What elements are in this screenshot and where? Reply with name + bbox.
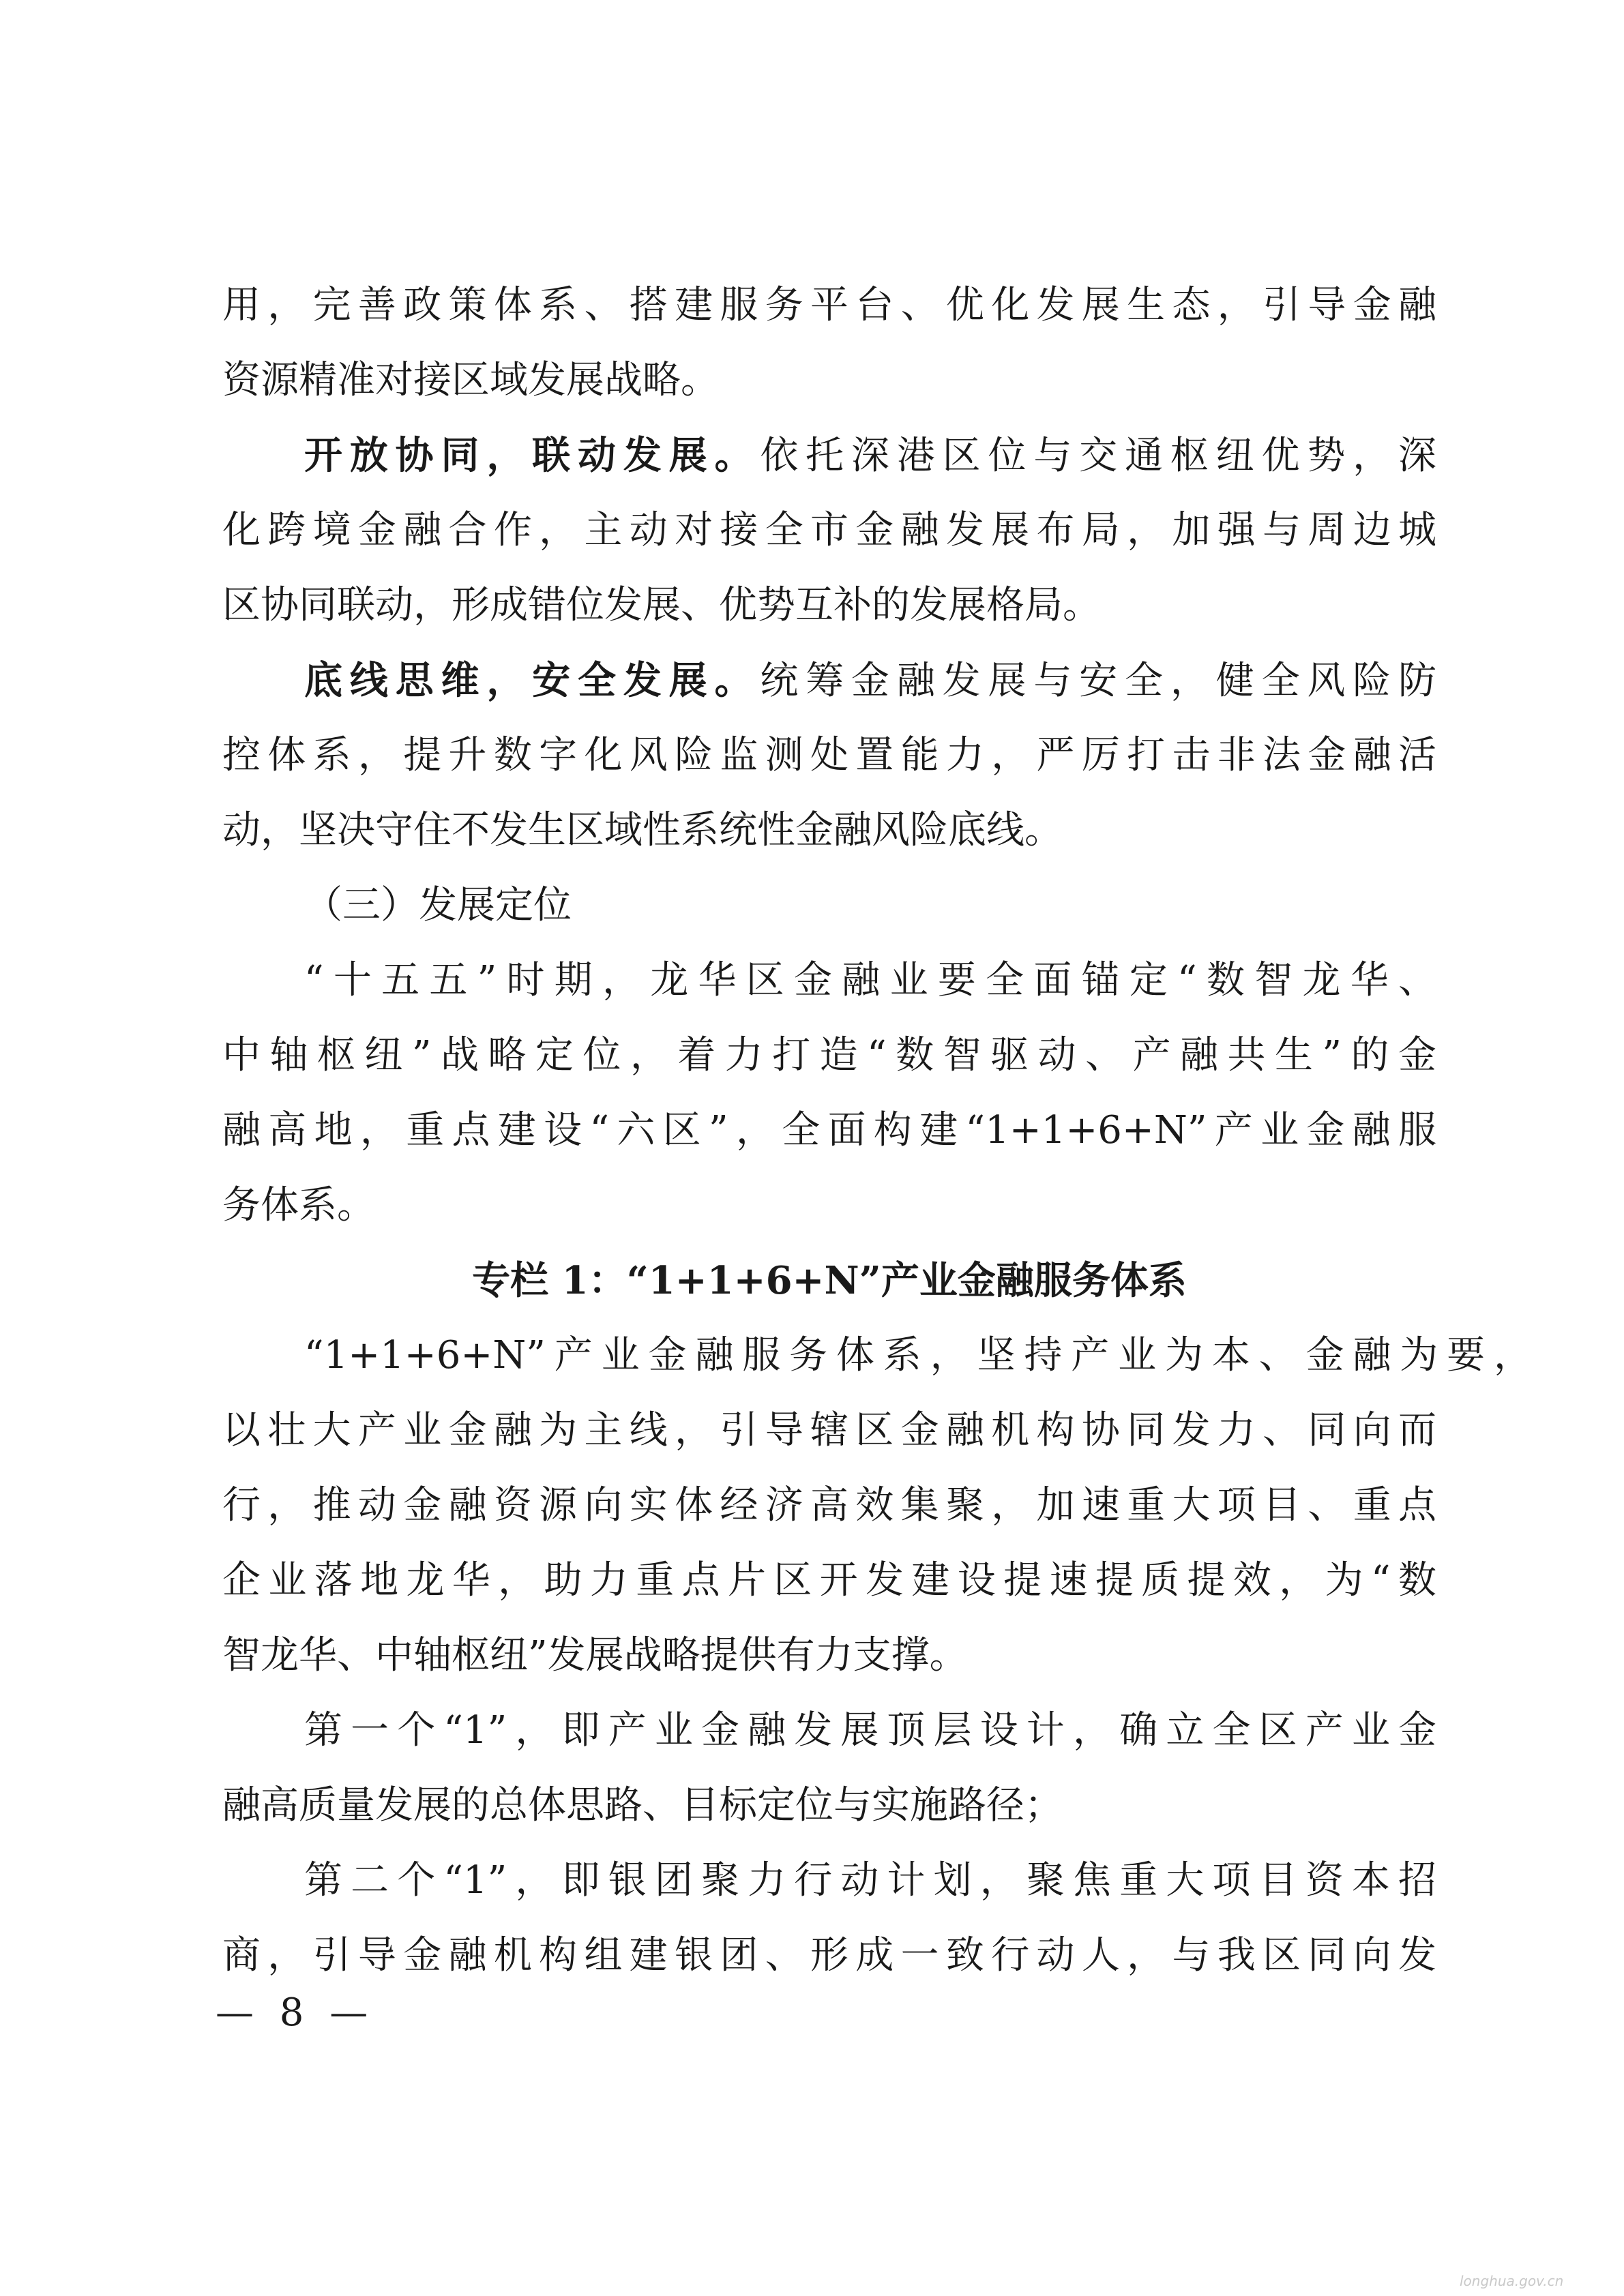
paragraph-line: 以壮大产业金融为主线，引导辖区金融机构协同发力、同向而: [222, 1408, 1436, 1452]
paragraph-line: 融高质量发展的总体思路、目标定位与实施路径；: [222, 1783, 1063, 1828]
section-heading: （三）发展定位: [304, 883, 572, 927]
paragraph-line: 商，引导金融机构组建银团、形成一致行动人，与我区同向发: [222, 1933, 1436, 1978]
paragraph-line: 融高地，重点建设“六区”，全面构建“1+1+6+N”产业金融服: [222, 1108, 1436, 1152]
watermark: longhua.gov.cn: [1460, 2273, 1564, 2289]
paragraph-line: 资源精准对接区域发展战略。: [222, 358, 719, 402]
paragraph-text: 统筹金融发展与安全，健全风险防: [760, 659, 1436, 703]
paragraph-line: [304, 643, 1436, 718]
paragraph-line: 智龙华、中轴枢纽”发展战略提供有力支撑。: [222, 1633, 968, 1678]
paragraph-line: “1+1+6+N”产业金融服务体系，坚持产业为本、金融为要，: [304, 1333, 1532, 1377]
paragraph-line: 第一个“1”，即产业金融发展顶层设计，确立全区产业金: [304, 1708, 1436, 1753]
paragraph-line: 行，推动金融资源向实体经济高效集聚，加速重大项目、重点: [222, 1483, 1436, 1527]
paragraph-line: 企业落地龙华，助力重点片区开发建设提速提质提效，为“数: [222, 1558, 1436, 1602]
paragraph-line: 用，完善政策体系、搭建服务平台、优化发展生态，引导金融: [222, 283, 1436, 327]
paragraph-line: 中轴枢纽”战略定位，着力打造“数智驱动、产融共生”的金: [222, 1033, 1436, 1077]
paragraph-heading: 底线思维，安全发展。: [304, 658, 761, 703]
paragraph-line: “十五五”时期，龙华区金融业要全面锚定“数智龙华、: [304, 958, 1436, 1002]
paragraph-line: 控体系，提升数字化风险监测处置能力，严厉打击非法金融活: [222, 733, 1436, 777]
box-title: 专栏 1：“1+1+6+N”产业金融服务体系: [472, 1258, 1187, 1303]
paragraph-heading: 开放协同，联动发展。: [304, 433, 761, 478]
paragraph-line: 化跨境金融合作，主动对接全市金融发展布局，加强与周边城: [222, 508, 1436, 552]
paragraph-text: 依托深港区位与交通枢纽优势，深: [760, 434, 1436, 478]
paragraph-line: [304, 418, 1436, 493]
paragraph-line: 第二个“1”，即银团聚力行动计划，聚焦重大项目资本招: [304, 1858, 1436, 1903]
paragraph-line: 动，坚决守住不发生区域性系统性金融风险底线。: [222, 808, 1063, 852]
page-number: — 8 —: [216, 1991, 375, 2035]
paragraph-line: 区协同联动，形成错位发展、优势互补的发展格局。: [222, 583, 1101, 627]
paragraph-line: 务体系。: [222, 1183, 375, 1227]
